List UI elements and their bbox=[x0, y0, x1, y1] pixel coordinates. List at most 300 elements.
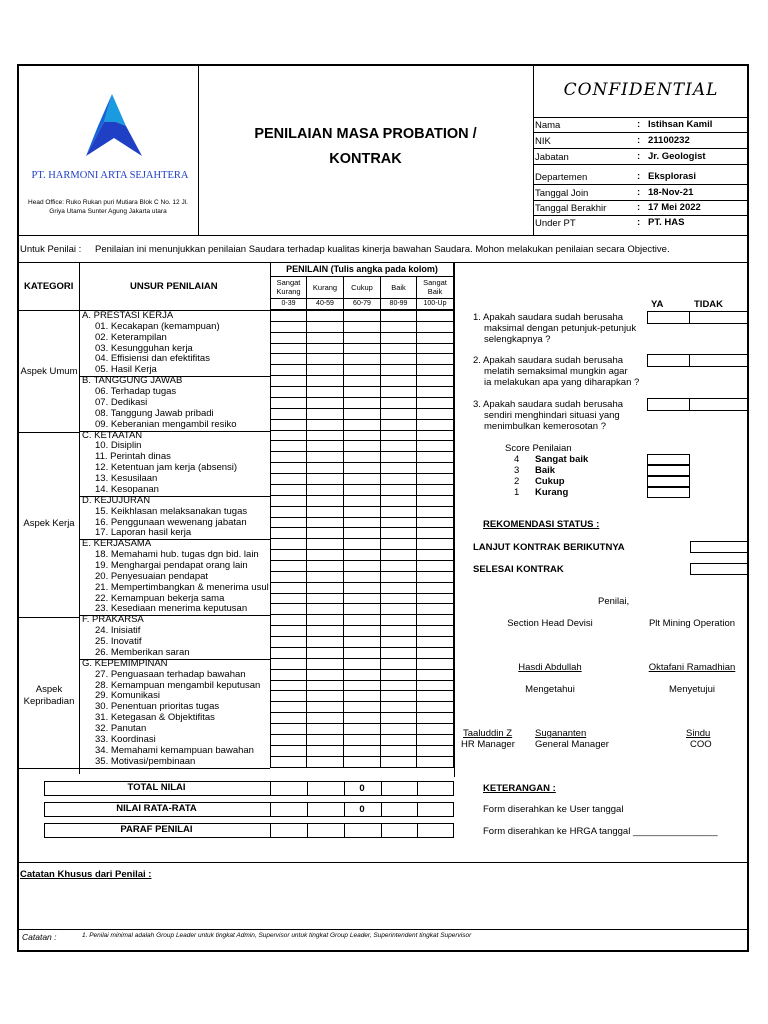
score-cell[interactable] bbox=[344, 485, 381, 496]
divider bbox=[270, 781, 271, 796]
score-cell[interactable] bbox=[417, 572, 454, 583]
scale-header-cell bbox=[381, 277, 417, 299]
divider bbox=[79, 659, 270, 660]
score-cell[interactable] bbox=[344, 637, 381, 648]
score-cell[interactable] bbox=[381, 376, 417, 387]
score-cell[interactable] bbox=[381, 691, 417, 702]
score-cell[interactable] bbox=[381, 539, 417, 550]
score-cell[interactable] bbox=[344, 713, 381, 724]
score-cell[interactable] bbox=[417, 344, 454, 355]
scale-range: 0-39 bbox=[270, 299, 307, 310]
question-3: 3. Apakah saudara sudah berusaha sendiri menghindari situasi yang menimbulkan kemerosotan ? bbox=[473, 399, 624, 432]
score-cell[interactable] bbox=[307, 550, 344, 561]
score-cell[interactable] bbox=[307, 365, 344, 376]
score-cell[interactable] bbox=[344, 333, 381, 344]
score-cell[interactable] bbox=[307, 441, 344, 452]
score-cell[interactable] bbox=[307, 387, 344, 398]
score-cell[interactable] bbox=[417, 376, 454, 387]
score-cell[interactable] bbox=[307, 496, 344, 507]
section-heading: G. KEPEMIMPINAN bbox=[82, 657, 168, 669]
lanjut-kontrak-box[interactable] bbox=[690, 541, 748, 553]
score-cell[interactable] bbox=[270, 648, 307, 659]
score-cell[interactable] bbox=[307, 648, 344, 659]
criteria-item: 22. Kemampuan bekerja sama bbox=[95, 592, 225, 604]
score-cell[interactable] bbox=[344, 735, 381, 746]
score-cell[interactable] bbox=[417, 724, 454, 735]
score-cell[interactable] bbox=[344, 354, 381, 365]
score-cell[interactable] bbox=[381, 746, 417, 757]
criteria-item: 19. Menghargai pendapat orang lain bbox=[95, 560, 248, 571]
divider bbox=[307, 781, 308, 796]
score-cell[interactable] bbox=[307, 583, 344, 594]
divider bbox=[344, 781, 345, 796]
untuk-penilai-label: Untuk Penilai : bbox=[20, 244, 82, 255]
score-cell[interactable] bbox=[307, 659, 344, 670]
score-cell[interactable] bbox=[344, 615, 381, 626]
score-cell[interactable] bbox=[270, 398, 307, 409]
score-label: Sangat baik bbox=[535, 454, 589, 465]
score-cell[interactable] bbox=[307, 485, 344, 496]
divider bbox=[307, 802, 308, 817]
score-cell[interactable] bbox=[307, 398, 344, 409]
score-cell[interactable] bbox=[307, 637, 344, 648]
scale-range: 80-99 bbox=[381, 299, 417, 310]
score-cell[interactable] bbox=[381, 615, 417, 626]
score-cell[interactable] bbox=[270, 452, 307, 463]
score-cell[interactable] bbox=[417, 333, 454, 344]
untuk-penilai-text: Penilaian ini menunjukkan penilaian Saudara terhadap kualitas kinerja bawahan Saudara. Mohon melakukan penilaian secara Objective. bbox=[95, 244, 670, 255]
score-cell[interactable] bbox=[381, 344, 417, 355]
score-cell[interactable] bbox=[381, 409, 417, 420]
score-cell[interactable] bbox=[270, 344, 307, 355]
scale-label: Cukup bbox=[351, 283, 373, 292]
score-cell[interactable] bbox=[417, 452, 454, 463]
score-box[interactable] bbox=[647, 454, 690, 465]
divider bbox=[417, 781, 418, 796]
q3-tidak-box[interactable] bbox=[689, 398, 748, 411]
company-name: PT. HARMONI ARTA SEJAHTERA bbox=[31, 170, 189, 181]
score-cell[interactable] bbox=[381, 431, 417, 442]
keterangan-line: Form diserahkan ke HRGA tanggal ________________ bbox=[483, 826, 718, 837]
score-cell[interactable] bbox=[381, 322, 417, 333]
score-cell[interactable] bbox=[381, 420, 417, 431]
score-cell[interactable] bbox=[381, 496, 417, 507]
score-cell[interactable] bbox=[307, 713, 344, 724]
score-cell[interactable] bbox=[307, 724, 344, 735]
score-cell[interactable] bbox=[307, 746, 344, 757]
divider bbox=[79, 431, 270, 432]
info-label: NIK bbox=[535, 136, 551, 147]
score-cell[interactable] bbox=[270, 681, 307, 692]
score-cell[interactable] bbox=[307, 626, 344, 637]
confidential-label: CONFIDENTIAL bbox=[563, 80, 719, 100]
form-title: PENILAIAN MASA PROBATION / bbox=[254, 126, 477, 142]
score-cell[interactable] bbox=[381, 441, 417, 452]
criteria-item: 05. Hasil Kerja bbox=[95, 364, 157, 376]
score-cell[interactable] bbox=[344, 507, 381, 518]
score-cell[interactable] bbox=[344, 496, 381, 507]
score-cell[interactable] bbox=[270, 311, 307, 322]
score-cell[interactable] bbox=[270, 561, 307, 572]
score-cell[interactable] bbox=[344, 420, 381, 431]
score-cell[interactable] bbox=[270, 659, 307, 670]
q2-ya-box[interactable] bbox=[647, 354, 690, 367]
score-cell[interactable] bbox=[417, 463, 454, 474]
score-cell[interactable] bbox=[344, 648, 381, 659]
score-cell[interactable] bbox=[270, 594, 307, 605]
score-cell[interactable] bbox=[344, 409, 381, 420]
form-title: KONTRAK bbox=[329, 151, 402, 167]
score-cell[interactable] bbox=[270, 724, 307, 735]
category-label: Aspek Umum bbox=[20, 366, 78, 377]
score-cell[interactable] bbox=[270, 507, 307, 518]
score-cell[interactable] bbox=[381, 681, 417, 692]
score-cell[interactable] bbox=[270, 431, 307, 442]
criteria-item: 18. Memahami hub. tugas dgn bid. lain bbox=[95, 549, 259, 561]
score-cell[interactable] bbox=[307, 518, 344, 529]
score-cell[interactable] bbox=[307, 344, 344, 355]
score-cell[interactable] bbox=[344, 344, 381, 355]
score-cell[interactable] bbox=[417, 365, 454, 376]
info-value: Eksplorasi bbox=[648, 171, 697, 182]
divider bbox=[270, 823, 271, 838]
score-cell[interactable] bbox=[270, 637, 307, 648]
score-cell[interactable] bbox=[307, 311, 344, 322]
criteria-item: 31. Ketegasan & Objektifitas bbox=[95, 712, 215, 724]
score-cell[interactable] bbox=[344, 757, 381, 768]
info-value: PT. HAS bbox=[648, 217, 685, 228]
score-cell[interactable] bbox=[344, 376, 381, 387]
criteria-item: 16. Penggunaan wewenang jabatan bbox=[95, 516, 247, 528]
score-cell[interactable] bbox=[270, 583, 307, 594]
score-cell[interactable] bbox=[381, 398, 417, 409]
score-box[interactable] bbox=[647, 487, 690, 498]
score-cell[interactable] bbox=[270, 746, 307, 757]
category-label: Aspek Kerja bbox=[23, 518, 75, 529]
score-cell[interactable] bbox=[344, 387, 381, 398]
score-cell[interactable] bbox=[417, 354, 454, 365]
score-cell[interactable] bbox=[307, 322, 344, 333]
score-cell[interactable] bbox=[381, 561, 417, 572]
score-cell[interactable] bbox=[417, 387, 454, 398]
signer-name: Oktafani Ramadhian bbox=[648, 662, 736, 673]
score-cell[interactable] bbox=[417, 691, 454, 702]
score-cell[interactable] bbox=[417, 670, 454, 681]
divider bbox=[79, 263, 80, 774]
selesai-kontrak-box[interactable] bbox=[690, 563, 748, 575]
score-cell[interactable] bbox=[307, 670, 344, 681]
score-cell[interactable] bbox=[417, 398, 454, 409]
score-cell[interactable] bbox=[417, 550, 454, 561]
score-cell[interactable] bbox=[307, 615, 344, 626]
score-cell[interactable] bbox=[344, 452, 381, 463]
info-row bbox=[533, 201, 749, 216]
score-cell[interactable] bbox=[307, 702, 344, 713]
score-cell[interactable] bbox=[307, 572, 344, 583]
score-cell[interactable] bbox=[307, 333, 344, 344]
score-box[interactable] bbox=[647, 465, 690, 476]
divider bbox=[17, 617, 79, 618]
score-cell[interactable] bbox=[344, 594, 381, 605]
q1-tidak-box[interactable] bbox=[689, 311, 748, 324]
score-cell[interactable] bbox=[270, 496, 307, 507]
score-cell[interactable] bbox=[381, 452, 417, 463]
score-cell[interactable] bbox=[417, 659, 454, 670]
score-cell[interactable] bbox=[270, 735, 307, 746]
score-cell[interactable] bbox=[417, 626, 454, 637]
score-cell[interactable] bbox=[344, 431, 381, 442]
criteria-item: 30. Penentuan prioritas tugas bbox=[95, 701, 220, 713]
score-cell[interactable] bbox=[381, 735, 417, 746]
score-cell[interactable] bbox=[381, 757, 417, 768]
score-cell[interactable] bbox=[344, 681, 381, 692]
score-cell[interactable] bbox=[417, 735, 454, 746]
score-cell[interactable] bbox=[417, 746, 454, 757]
score-cell[interactable] bbox=[344, 702, 381, 713]
score-cell[interactable] bbox=[270, 409, 307, 420]
score-cell[interactable] bbox=[307, 507, 344, 518]
score-cell[interactable] bbox=[381, 518, 417, 529]
divider bbox=[381, 802, 382, 817]
lanjut-kontrak-label: LANJUT KONTRAK BERIKUTNYA bbox=[473, 542, 625, 553]
average-label: NILAI RATA-RATA bbox=[116, 803, 197, 814]
score-cell[interactable] bbox=[381, 311, 417, 322]
tidak-header: TIDAK bbox=[694, 299, 724, 310]
scale-range: 40-59 bbox=[307, 299, 344, 310]
score-cell[interactable] bbox=[270, 365, 307, 376]
score-cell[interactable] bbox=[417, 648, 454, 659]
score-cell[interactable] bbox=[270, 420, 307, 431]
divider bbox=[79, 539, 270, 540]
score-cell[interactable] bbox=[381, 507, 417, 518]
score-cell[interactable] bbox=[417, 528, 454, 539]
score-cell[interactable] bbox=[307, 420, 344, 431]
score-cell[interactable] bbox=[270, 474, 307, 485]
score-cell[interactable] bbox=[307, 528, 344, 539]
score-cell[interactable] bbox=[417, 474, 454, 485]
score-cell[interactable] bbox=[381, 528, 417, 539]
score-cell[interactable] bbox=[307, 431, 344, 442]
section-heading: A. PRESTASI KERJA bbox=[82, 310, 174, 321]
criteria-item: 07. Dedikasi bbox=[95, 396, 148, 408]
score-cell[interactable] bbox=[270, 485, 307, 496]
score-cell[interactable] bbox=[417, 561, 454, 572]
score-cell[interactable] bbox=[417, 539, 454, 550]
score-cell[interactable] bbox=[381, 572, 417, 583]
signer-name: Taaluddin Z bbox=[463, 728, 513, 739]
score-cell[interactable] bbox=[417, 615, 454, 626]
selesai-kontrak-label: SELESAI KONTRAK bbox=[473, 564, 564, 575]
score-cell[interactable] bbox=[270, 626, 307, 637]
signer-title: General Manager bbox=[535, 739, 609, 750]
criteria-item: 11. Perintah dinas bbox=[95, 451, 171, 463]
average-value: 0 bbox=[359, 804, 365, 815]
score-cell[interactable] bbox=[270, 615, 307, 626]
score-cell[interactable] bbox=[381, 354, 417, 365]
score-cell[interactable] bbox=[270, 528, 307, 539]
company-address: Head Office: Ruko Rukan puri Mutiara Blok C No. 12 Jl. bbox=[28, 199, 188, 206]
score-cell[interactable] bbox=[344, 463, 381, 474]
score-cell[interactable] bbox=[381, 333, 417, 344]
score-cell[interactable] bbox=[344, 659, 381, 670]
criteria-item: 12. Ketentuan jam kerja (absensi) bbox=[95, 462, 238, 474]
score-cell[interactable] bbox=[381, 387, 417, 398]
score-cell[interactable] bbox=[417, 409, 454, 420]
score-cell[interactable] bbox=[307, 474, 344, 485]
score-cell[interactable] bbox=[307, 561, 344, 572]
score-cell[interactable] bbox=[344, 474, 381, 485]
info-label: Under PT bbox=[535, 218, 576, 229]
info-colon: : bbox=[637, 171, 641, 182]
score-cell[interactable] bbox=[417, 485, 454, 496]
score-cell[interactable] bbox=[307, 452, 344, 463]
score-cell[interactable] bbox=[381, 648, 417, 659]
score-cell[interactable] bbox=[344, 746, 381, 757]
score-cell[interactable] bbox=[381, 670, 417, 681]
q3-ya-box[interactable] bbox=[647, 398, 690, 411]
score-cell[interactable] bbox=[344, 604, 381, 615]
score-cell[interactable] bbox=[270, 702, 307, 713]
q2-tidak-box[interactable] bbox=[689, 354, 748, 367]
score-cell[interactable] bbox=[417, 507, 454, 518]
info-colon: : bbox=[637, 119, 641, 130]
score-cell[interactable] bbox=[344, 539, 381, 550]
score-cell[interactable] bbox=[381, 583, 417, 594]
info-colon: : bbox=[637, 135, 641, 146]
category-label: Aspek Kepribadian bbox=[23, 684, 75, 707]
score-cell[interactable] bbox=[417, 431, 454, 442]
score-cell[interactable] bbox=[344, 398, 381, 409]
q1-ya-box[interactable] bbox=[647, 311, 690, 324]
score-cell[interactable] bbox=[381, 637, 417, 648]
score-cell[interactable] bbox=[270, 550, 307, 561]
score-cell[interactable] bbox=[344, 311, 381, 322]
score-cell[interactable] bbox=[270, 387, 307, 398]
score-cell[interactable] bbox=[344, 518, 381, 529]
score-cell[interactable] bbox=[344, 528, 381, 539]
score-cell[interactable] bbox=[307, 539, 344, 550]
score-cell[interactable] bbox=[381, 702, 417, 713]
score-cell[interactable] bbox=[270, 670, 307, 681]
score-cell[interactable] bbox=[381, 463, 417, 474]
company-logo-icon bbox=[82, 92, 146, 158]
score-cell[interactable] bbox=[417, 311, 454, 322]
score-cell[interactable] bbox=[344, 365, 381, 376]
keterangan-title: KETERANGAN : bbox=[483, 783, 556, 794]
score-box[interactable] bbox=[647, 476, 690, 487]
score-title: Score Penilaian bbox=[505, 443, 572, 454]
score-cell[interactable] bbox=[270, 333, 307, 344]
score-cell[interactable] bbox=[381, 604, 417, 615]
score-cell[interactable] bbox=[381, 594, 417, 605]
score-cell[interactable] bbox=[307, 691, 344, 702]
score-cell[interactable] bbox=[417, 322, 454, 333]
menyetujui-label: Menyetujui bbox=[669, 684, 715, 695]
score-cell[interactable] bbox=[417, 518, 454, 529]
score-cell[interactable] bbox=[381, 659, 417, 670]
score-cell[interactable] bbox=[270, 322, 307, 333]
divider bbox=[381, 781, 382, 796]
score-cell[interactable] bbox=[417, 594, 454, 605]
score-cell[interactable] bbox=[381, 474, 417, 485]
score-cell[interactable] bbox=[270, 518, 307, 529]
score-cell[interactable] bbox=[344, 561, 381, 572]
divider bbox=[79, 376, 270, 377]
score-cell[interactable] bbox=[344, 550, 381, 561]
score-cell[interactable] bbox=[381, 724, 417, 735]
keterangan-line: Form diserahkan ke User tanggal bbox=[483, 804, 624, 815]
score-cell[interactable] bbox=[344, 441, 381, 452]
divider bbox=[344, 823, 345, 838]
scale-label: Kurang bbox=[312, 283, 338, 292]
score-cell[interactable] bbox=[417, 441, 454, 452]
criteria-item: 34. Memahami kemampuan bawahan bbox=[95, 744, 254, 756]
score-cell[interactable] bbox=[381, 485, 417, 496]
score-cell[interactable] bbox=[344, 626, 381, 637]
scale-label: Baik bbox=[391, 283, 406, 292]
score-cell[interactable] bbox=[270, 376, 307, 387]
score-cell[interactable] bbox=[417, 713, 454, 724]
criteria-item: 24. Inisiatif bbox=[95, 625, 141, 637]
score-cell[interactable] bbox=[307, 376, 344, 387]
score-cell[interactable] bbox=[417, 757, 454, 768]
divider bbox=[17, 432, 79, 433]
score-cell[interactable] bbox=[307, 681, 344, 692]
score-cell[interactable] bbox=[270, 463, 307, 474]
score-cell[interactable] bbox=[344, 583, 381, 594]
score-cell[interactable] bbox=[270, 539, 307, 550]
score-cell[interactable] bbox=[307, 604, 344, 615]
score-cell[interactable] bbox=[344, 322, 381, 333]
score-cell[interactable] bbox=[307, 409, 344, 420]
score-cell[interactable] bbox=[307, 757, 344, 768]
score-cell[interactable] bbox=[344, 670, 381, 681]
kategori-header: KATEGORI bbox=[24, 281, 74, 292]
question-1: 1. Apakah saudara sudah berusaha maksimal dengan petunjuk-petunjuk selengkapnya ? bbox=[473, 312, 637, 345]
score-number: 3 bbox=[514, 465, 520, 476]
score-cell[interactable] bbox=[417, 583, 454, 594]
score-cell[interactable] bbox=[270, 757, 307, 768]
score-cell[interactable] bbox=[307, 735, 344, 746]
unsur-header: UNSUR PENILAIAN bbox=[130, 281, 218, 292]
score-cell[interactable] bbox=[381, 626, 417, 637]
score-cell[interactable] bbox=[270, 572, 307, 583]
score-cell[interactable] bbox=[270, 354, 307, 365]
score-cell[interactable] bbox=[344, 724, 381, 735]
score-cell[interactable] bbox=[270, 441, 307, 452]
score-cell[interactable] bbox=[307, 463, 344, 474]
score-cell[interactable] bbox=[417, 637, 454, 648]
criteria-item: 02. Keterampilan bbox=[95, 331, 167, 343]
score-cell[interactable] bbox=[344, 691, 381, 702]
info-value: 21100232 bbox=[648, 135, 690, 146]
score-cell[interactable] bbox=[381, 365, 417, 376]
score-cell[interactable] bbox=[307, 354, 344, 365]
score-cell[interactable] bbox=[417, 420, 454, 431]
score-cell[interactable] bbox=[417, 681, 454, 692]
score-cell[interactable] bbox=[417, 702, 454, 713]
score-cell[interactable] bbox=[307, 594, 344, 605]
score-cell[interactable] bbox=[417, 604, 454, 615]
score-cell[interactable] bbox=[270, 604, 307, 615]
score-cell[interactable] bbox=[381, 550, 417, 561]
score-cell[interactable] bbox=[344, 572, 381, 583]
score-cell[interactable] bbox=[417, 496, 454, 507]
score-cell[interactable] bbox=[381, 713, 417, 724]
score-cell[interactable] bbox=[270, 713, 307, 724]
signer-title: COO bbox=[690, 739, 712, 750]
score-cell[interactable] bbox=[270, 691, 307, 702]
